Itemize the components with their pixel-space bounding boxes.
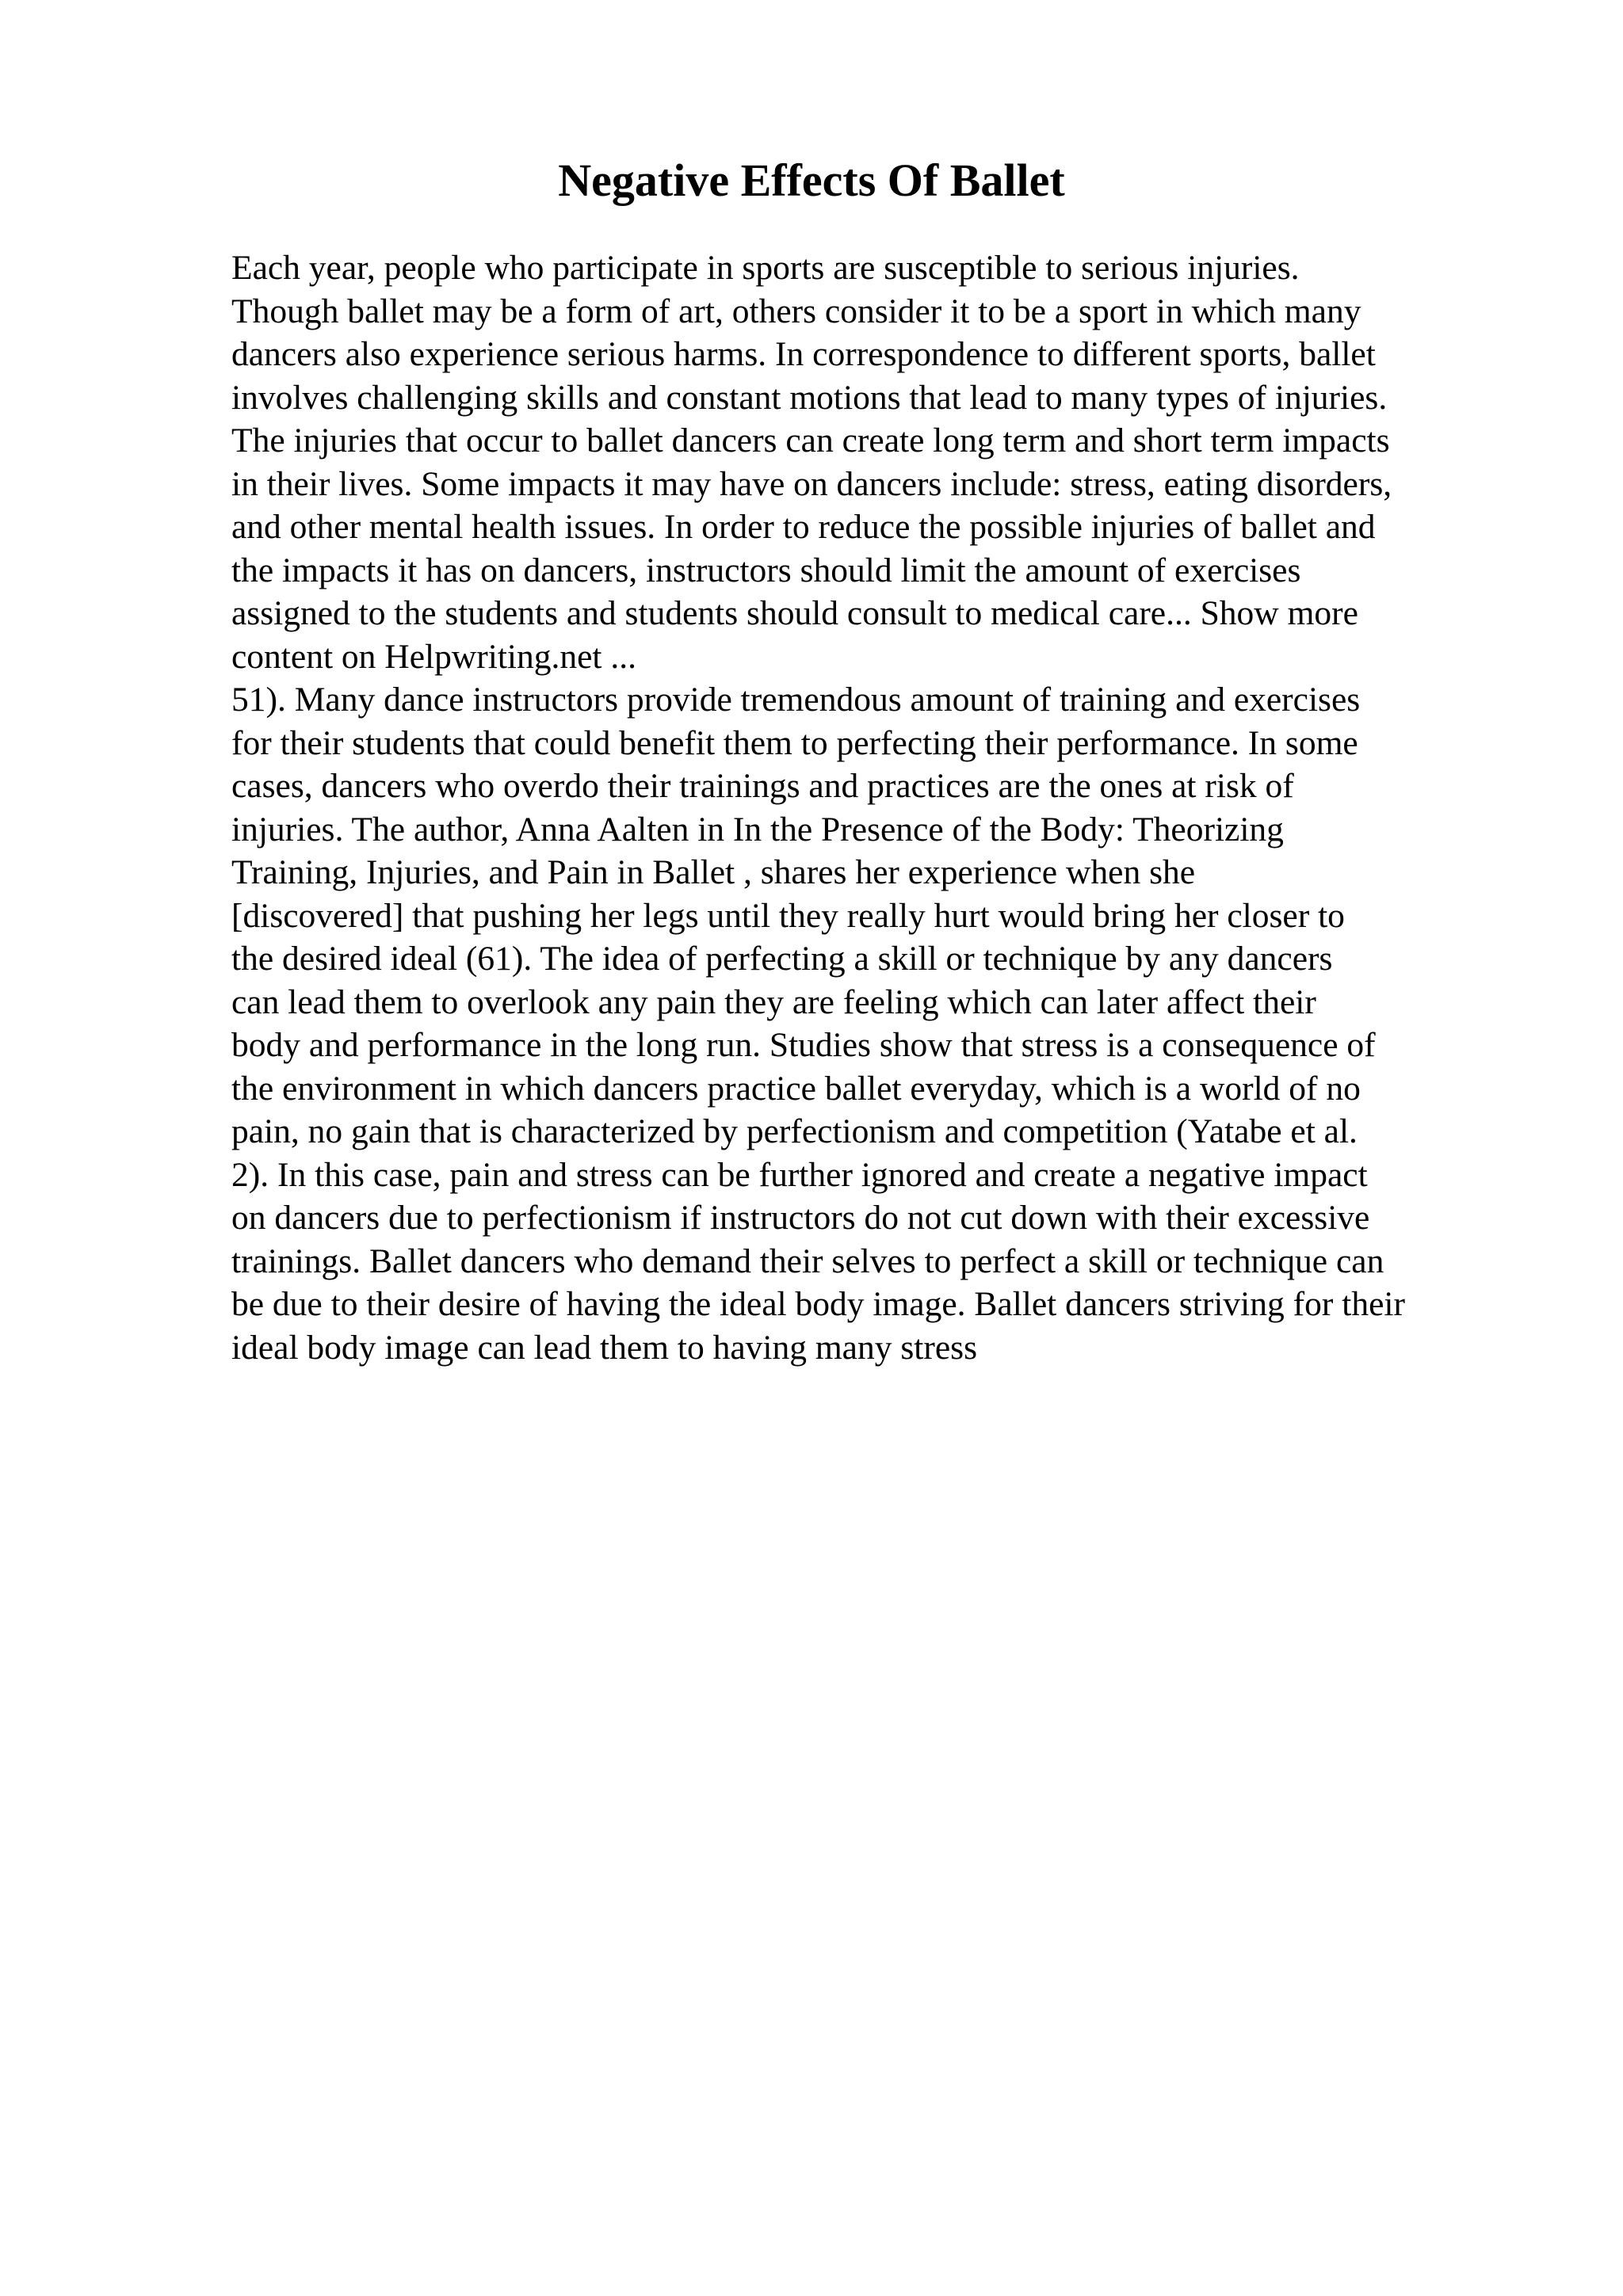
body-line: dancers also experience serious harms. In correspondence to different sports, ballet bbox=[231, 335, 1376, 373]
body-line: 2). In this case, pain and stress can be further ignored and create a negative impact bbox=[231, 1155, 1368, 1194]
body-line: content on Helpwriting.net ... bbox=[231, 637, 637, 676]
body-line: for their students that could benefit them to perfecting their performance. In some bbox=[231, 723, 1358, 762]
body-line: ideal body image can lead them to having many stress bbox=[231, 1328, 978, 1367]
body-line: the environment in which dancers practice ballet everyday, which is a world of no bbox=[231, 1069, 1361, 1108]
body-line: The injuries that occur to ballet dancers can create long term and short term impacts bbox=[231, 421, 1390, 460]
body-line: trainings. Ballet dancers who demand their selves to perfect a skill or technique can bbox=[231, 1241, 1384, 1280]
body-line: the impacts it has on dancers, instructors should limit the amount of exercises bbox=[231, 551, 1301, 589]
body-line: body and performance in the long run. Studies show that stress is a consequence of bbox=[231, 1026, 1376, 1064]
body-line: involves challenging skills and constant motions that lead to many types of injuries. bbox=[231, 378, 1388, 417]
body-line: Though ballet may be a form of art, others consider it to be a sport in which many bbox=[231, 292, 1361, 330]
body-line: Training, Injuries, and Pain in Ballet , shares her experience when she bbox=[231, 853, 1196, 891]
body-line: the desired ideal (61). The idea of perfecting a skill or technique by any dancers bbox=[231, 940, 1333, 978]
body-line: cases, dancers who overdo their trainings and practices are the ones at risk of bbox=[231, 767, 1294, 805]
body-line: [discovered] that pushing her legs until they really hurt would bring her closer to bbox=[231, 896, 1345, 935]
document-title: Negative Effects Of Ballet bbox=[558, 154, 1065, 206]
body-line: pain, no gain that is characterized by perfectionism and competition (Yatabe et al. bbox=[231, 1112, 1358, 1150]
body-line: be due to their desire of having the ideal body image. Ballet dancers striving for their bbox=[231, 1285, 1405, 1323]
document-body bbox=[231, 246, 1531, 1369]
body-line: assigned to the students and students should consult to medical care... Show more bbox=[231, 594, 1358, 632]
body-line: on dancers due to perfectionism if instructors do not cut down with their excessive bbox=[231, 1199, 1370, 1237]
body-line: injuries. The author, Anna Aalten in In the Presence of the Body: Theorizing bbox=[231, 810, 1284, 849]
body-line: 51). Many dance instructors provide tremendous amount of training and exercises bbox=[231, 681, 1361, 719]
body-line: Each year, people who participate in sports are susceptible to serious injuries. bbox=[231, 249, 1300, 287]
body-line: can lead them to overlook any pain they are feeling which can later affect their bbox=[231, 982, 1316, 1021]
body-line: and other mental health issues. In order to reduce the possible injuries of ballet and bbox=[231, 508, 1376, 546]
body-line: in their lives. Some impacts it may have on dancers include: stress, eating disorders, bbox=[231, 464, 1392, 503]
